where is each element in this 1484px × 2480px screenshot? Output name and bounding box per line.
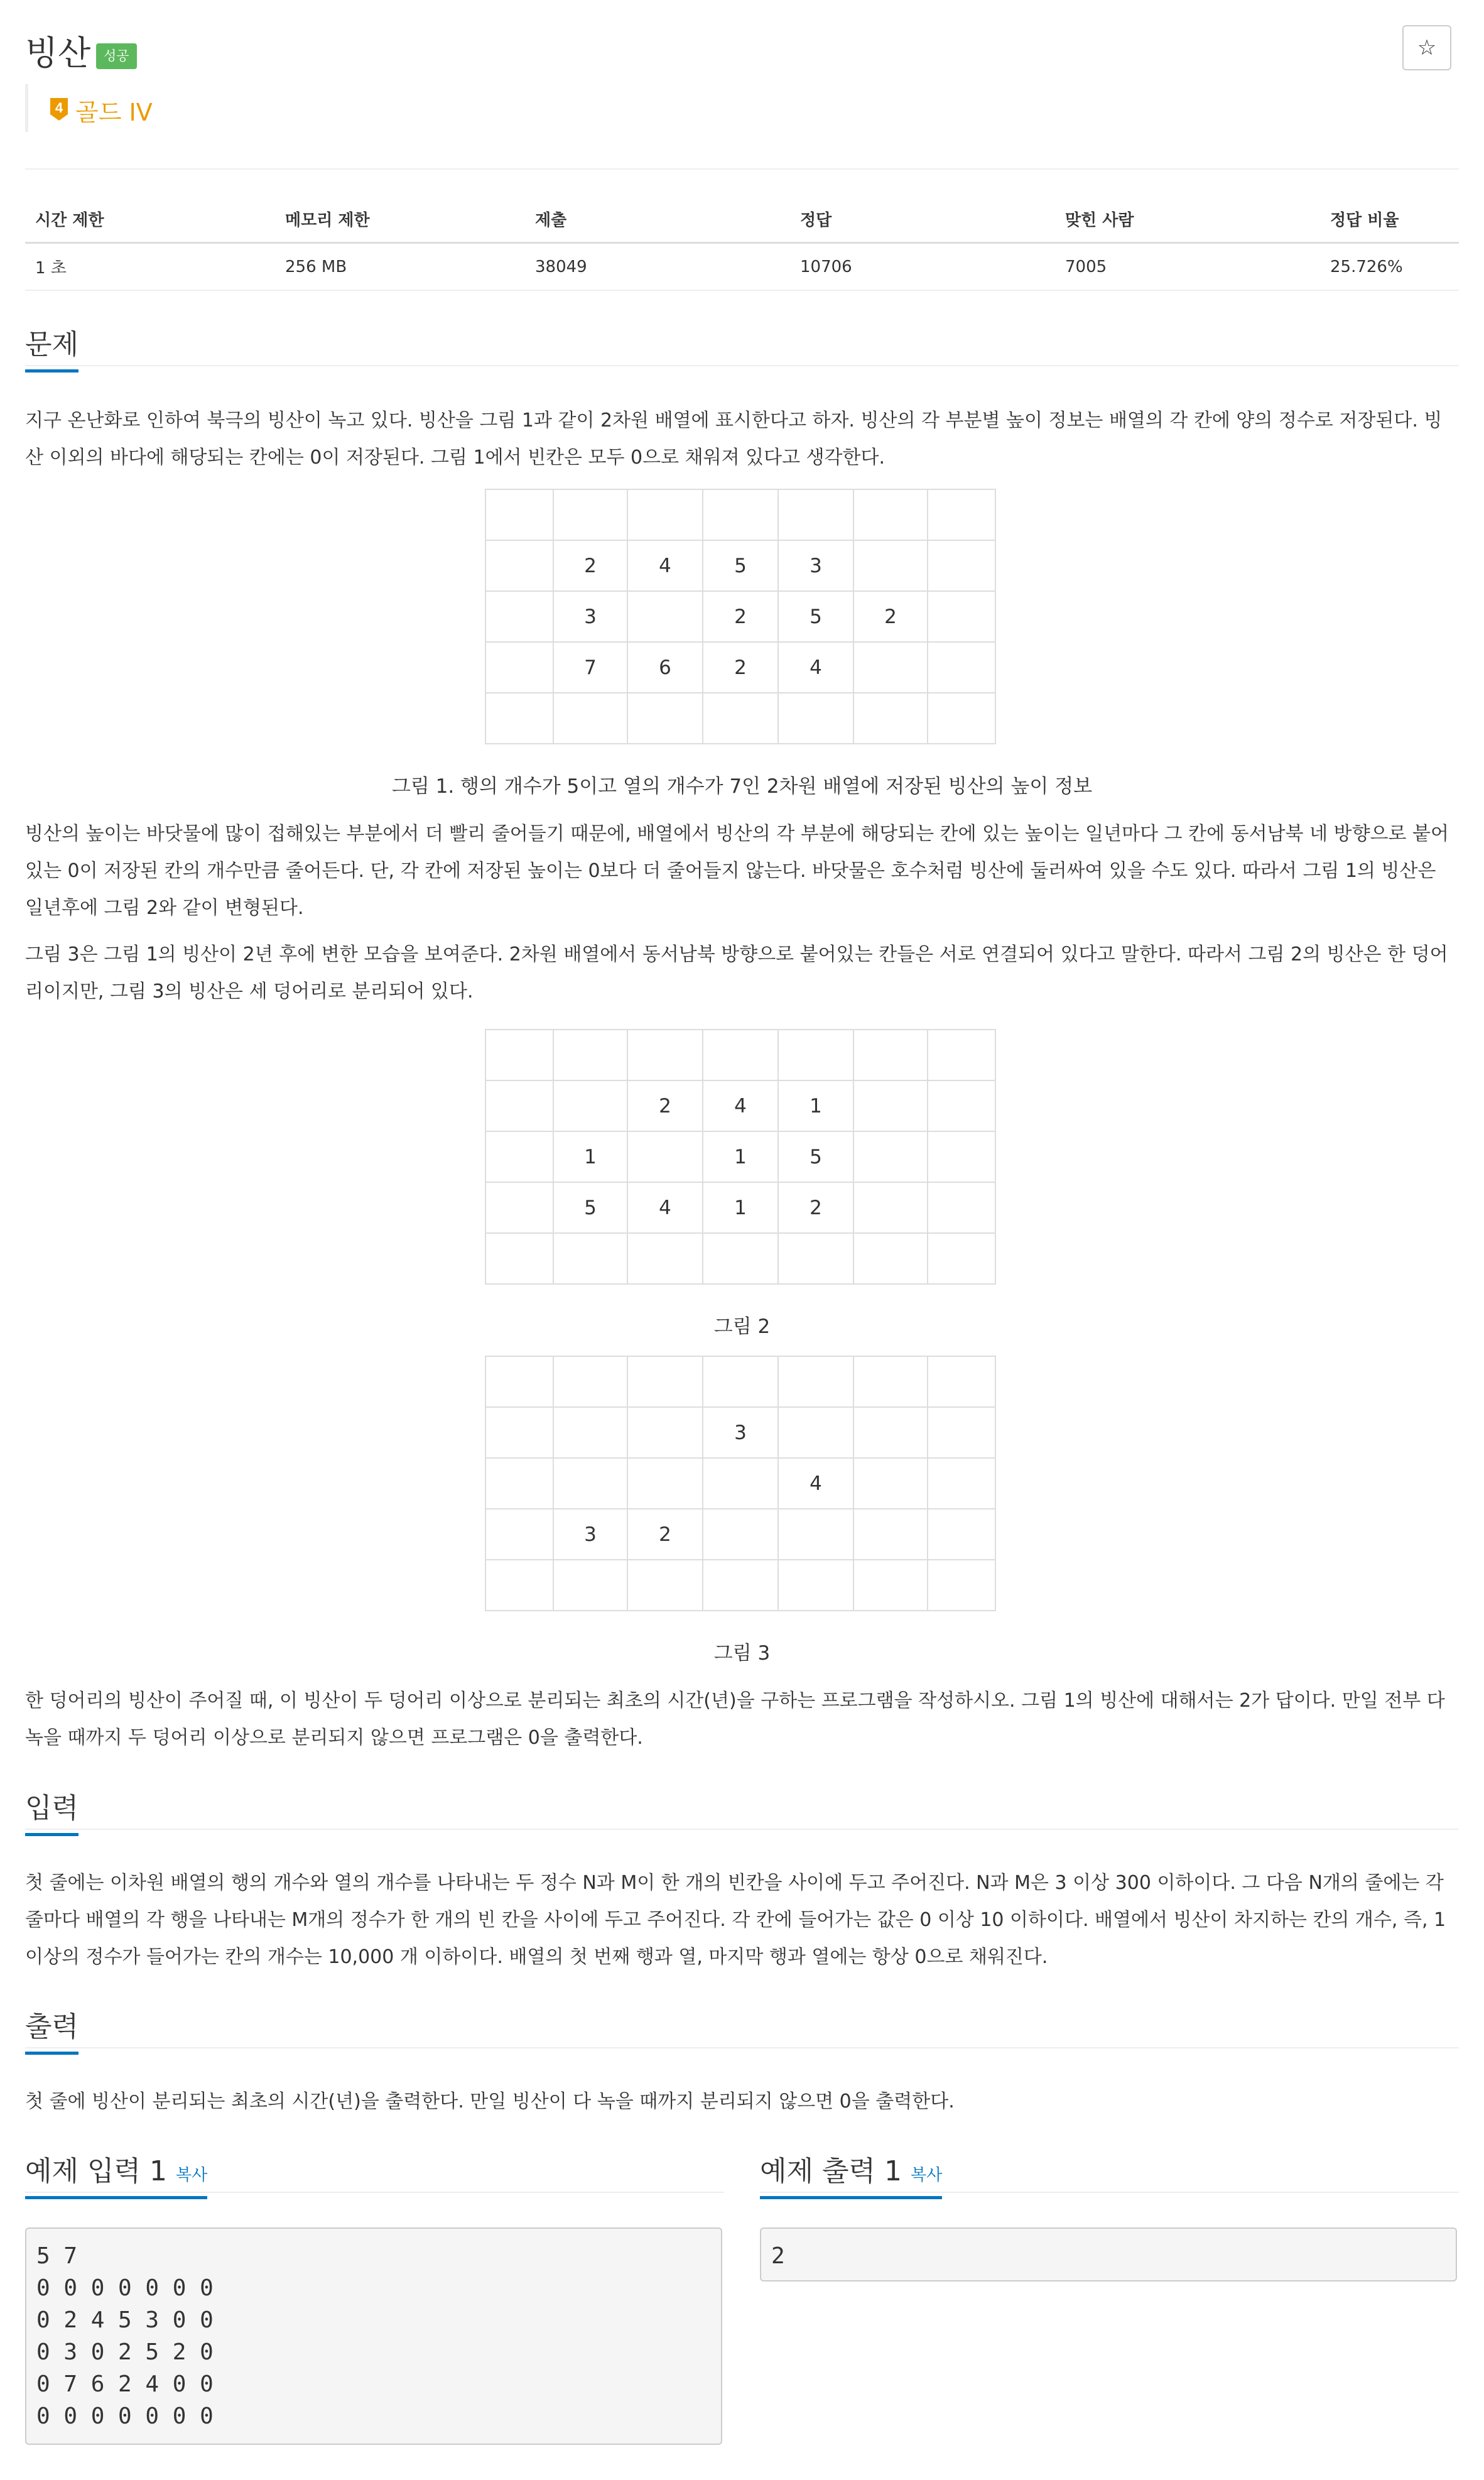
output-description: 첫 줄에 빙산이 분리되는 최초의 시간(년)을 출력한다. 만일 빙산이 다 녹을 때까지 분리되지 않으면 0을 출력한다.	[25, 2091, 955, 2113]
figure-1-caption: 그림 1. 행의 개수가 5이고 열의 개수가 7인 2차원 배열에 저장된 빙산의 높이 정보	[391, 775, 1093, 798]
grid-cell	[485, 1030, 553, 1080]
grid-cell	[627, 1233, 703, 1284]
figure-1-grid	[485, 489, 996, 744]
grid-cell	[703, 489, 778, 540]
grid-cell	[853, 1509, 928, 1560]
grid-cell: 7	[553, 642, 627, 693]
grid-row	[485, 1560, 995, 1611]
grid-cell	[703, 1356, 778, 1407]
col-header-solvers: 맞힌 사람	[1055, 196, 1320, 243]
submissions-value: 38049	[525, 243, 790, 291]
section-output	[25, 2004, 1459, 2048]
grid-cell	[928, 489, 995, 540]
grid-cell: 2	[853, 591, 928, 642]
grid-cell: 3	[553, 591, 627, 642]
grid-cell	[485, 540, 553, 591]
section-title-problem: 문제	[25, 322, 79, 373]
grid-cell	[485, 489, 553, 540]
grid-cell: 2	[553, 540, 627, 591]
grid-cell	[853, 1560, 928, 1611]
sample-output-title: 예제 출력 1	[760, 2155, 902, 2187]
sample-input-box[interactable]: 5 7 0 0 0 0 0 0 0 0 2 4 5 3 0 0 0 3 0 2 5 2 0 0 7 6 2 4 0 0 0 0 0 0 0 0 0	[25, 2227, 722, 2445]
star-icon: ☆	[1417, 35, 1437, 60]
copy-input-button[interactable]: 복사	[175, 2166, 208, 2185]
grid-cell	[553, 489, 627, 540]
grid-row	[485, 540, 995, 591]
grid-cell: 5	[703, 540, 778, 591]
grid-cell	[627, 1356, 703, 1407]
section-title-output: 출력	[25, 2004, 79, 2055]
grid-cell	[485, 1131, 553, 1182]
grid-cell: 2	[778, 1182, 853, 1233]
grid-cell: 1	[703, 1182, 778, 1233]
page-title: 빙산	[25, 33, 91, 73]
accepted-value: 10706	[790, 243, 1055, 291]
grid-row	[485, 693, 995, 744]
grid-cell: 2	[627, 1509, 703, 1560]
divider	[25, 168, 1459, 170]
figure-3-grid	[485, 1356, 996, 1611]
description-paragraph-3: 그림 3은 그림 1의 빙산이 2년 후에 변한 모습을 보여준다. 2차원 배열에서 동서남북 방향으로 붙어있는 칸들은 서로 연결되어 있다고 말한다. 따라서 그림 2의 빙산은 한 덩어리이지만, 그림 3의 빙산은 세 덩어리로 분리되어 있다.	[25, 944, 1448, 1003]
grid-row	[485, 1131, 995, 1182]
grid-cell	[485, 1182, 553, 1233]
grid-cell	[627, 693, 703, 744]
grid-cell	[553, 1080, 627, 1131]
grid-cell: 5	[553, 1182, 627, 1233]
grid-cell	[485, 1233, 553, 1284]
grid-cell	[853, 1407, 928, 1458]
grid-cell	[928, 540, 995, 591]
problem-info-table	[25, 196, 1459, 291]
grid-row	[485, 642, 995, 693]
grid-cell: 3	[778, 540, 853, 591]
grid-cell	[853, 540, 928, 591]
grid-cell	[703, 1509, 778, 1560]
grid-cell	[778, 1509, 853, 1560]
tier-row	[25, 84, 153, 132]
sample-output-box[interactable]: 2	[760, 2227, 1457, 2281]
col-header-memory-limit: 메모리 제한	[275, 196, 525, 243]
grid-cell	[853, 642, 928, 693]
grid-row	[485, 1509, 995, 1560]
grid-cell	[485, 1560, 553, 1611]
grid-cell	[703, 693, 778, 744]
figure-2-grid	[485, 1029, 996, 1285]
grid-cell	[485, 1458, 553, 1509]
grid-cell: 3	[553, 1509, 627, 1560]
section-input	[25, 1785, 1459, 1829]
grid-cell	[778, 1407, 853, 1458]
grid-cell	[928, 642, 995, 693]
grid-cell	[553, 1560, 627, 1611]
grid-cell: 2	[703, 642, 778, 693]
grid-cell	[485, 1356, 553, 1407]
sample-output-header	[760, 2148, 1459, 2192]
grid-cell	[703, 1458, 778, 1509]
grid-cell	[485, 1407, 553, 1458]
col-header-time-limit: 시간 제한	[25, 196, 275, 243]
sample-input-header	[25, 2148, 724, 2192]
grid-cell	[853, 1458, 928, 1509]
grid-cell	[553, 1356, 627, 1407]
grid-cell	[928, 1131, 995, 1182]
grid-cell	[703, 1233, 778, 1284]
grid-row	[485, 1458, 995, 1509]
grid-row	[485, 1233, 995, 1284]
grid-cell	[928, 1509, 995, 1560]
section-problem	[25, 322, 1459, 366]
grid-cell: 5	[778, 591, 853, 642]
description-paragraph-2: 빙산의 높이는 바닷물에 많이 접해있는 부분에서 더 빨리 줄어들기 때문에, 배열에서 빙산의 각 부분에 해당되는 칸에 있는 높이는 일년마다 그 칸에 동서남북 네 방향으로 붙어있는 0이 저장된 칸의 개수만큼 줄어든다. 단, 각 칸에 저장된 높이는 0보다 더 줄어들지 않는다. 바닷물은 호수처럼 빙산에 둘러싸여 있을 수도 있다. 따라서 그림 1의 빙산은 일년후에 그림 2와 같이 변형된다.	[25, 823, 1449, 919]
grid-cell	[627, 1131, 703, 1182]
grid-cell	[928, 1560, 995, 1611]
grid-cell	[703, 1030, 778, 1080]
grid-row	[485, 1080, 995, 1131]
grid-cell: 1	[703, 1131, 778, 1182]
grid-cell	[485, 642, 553, 693]
grid-cell	[778, 1356, 853, 1407]
grid-cell	[778, 1233, 853, 1284]
grid-cell	[928, 1030, 995, 1080]
grid-cell: 3	[703, 1407, 778, 1458]
grid-cell	[627, 1407, 703, 1458]
ratio-value: 25.726%	[1320, 243, 1459, 291]
grid-cell	[928, 1080, 995, 1131]
grid-cell	[928, 1458, 995, 1509]
grid-cell	[553, 1407, 627, 1458]
grid-cell	[928, 1356, 995, 1407]
input-description: 첫 줄에는 이차원 배열의 행의 개수와 열의 개수를 나타내는 두 정수 N과 M이 한 개의 빈칸을 사이에 두고 주어진다. N과 M은 3 이상 300 이하이다. 그 다음 N개의 줄에는 각 줄마다 배열의 각 행을 나타내는 M개의 정수가 한 개의 빈 칸을 사이에 두고 주어진다. 각 칸에 들어가는 값은 0 이상 10 이하이다. 배열에서 빙산이 차지하는 칸의 개수, 즉, 1 이상의 정수가 들어가는 칸의 개수는 10,000 개 이하이다. 배열의 첫 번째 행과 열, 마지막 행과 열에는 항상 0으로 채워진다.	[25, 1872, 1446, 1968]
description-paragraph-1: 지구 온난화로 인하여 북극의 빙산이 녹고 있다. 빙산을 그림 1과 같이 2차원 배열에 표시한다고 하자. 빙산의 각 부분별 높이 정보는 배열의 각 칸에 양의 정수로 저장된다. 빙산 이외의 바다에 해당되는 칸에는 0이 저장된다. 그림 1에서 빈칸은 모두 0으로 채워져 있다고 생각한다.	[25, 410, 1443, 469]
grid-cell	[853, 1182, 928, 1233]
star-button[interactable]	[1402, 25, 1451, 70]
gold-tier-icon	[48, 97, 70, 122]
grid-cell: 4	[703, 1080, 778, 1131]
grid-cell	[778, 693, 853, 744]
grid-cell	[928, 1182, 995, 1233]
grid-cell	[853, 1080, 928, 1131]
grid-cell	[853, 1233, 928, 1284]
grid-cell: 4	[627, 1182, 703, 1233]
figure-3-caption: 그림 3	[713, 1642, 771, 1665]
grid-cell	[627, 489, 703, 540]
grid-cell	[853, 1030, 928, 1080]
grid-cell	[928, 1407, 995, 1458]
col-header-submissions: 제출	[525, 196, 790, 243]
grid-cell	[627, 1560, 703, 1611]
grid-cell	[853, 693, 928, 744]
memory-limit-value: 256 MB	[275, 243, 525, 291]
status-badge: 성공	[96, 43, 137, 69]
grid-cell: 4	[778, 642, 853, 693]
grid-cell: 6	[627, 642, 703, 693]
grid-cell: 5	[778, 1131, 853, 1182]
section-title-input: 입력	[25, 1785, 79, 1836]
grid-cell	[928, 1233, 995, 1284]
grid-cell: 1	[778, 1080, 853, 1131]
grid-cell	[928, 591, 995, 642]
grid-cell: 2	[703, 591, 778, 642]
grid-cell	[553, 1233, 627, 1284]
sample-input-title: 예제 입력 1	[25, 2155, 167, 2187]
solvers-value: 7005	[1055, 243, 1320, 291]
grid-cell	[928, 693, 995, 744]
grid-cell	[778, 489, 853, 540]
grid-cell: 1	[553, 1131, 627, 1182]
grid-cell	[485, 1080, 553, 1131]
grid-cell	[627, 1458, 703, 1509]
grid-row	[485, 1030, 995, 1080]
tier-icon-number: 4	[55, 100, 63, 116]
grid-cell	[485, 1509, 553, 1560]
grid-cell	[627, 591, 703, 642]
grid-cell	[853, 1131, 928, 1182]
grid-row	[485, 489, 995, 540]
grid-cell	[553, 1458, 627, 1509]
figure-2-caption: 그림 2	[713, 1315, 771, 1338]
col-header-ratio: 정답 비율	[1320, 196, 1459, 243]
grid-cell: 2	[627, 1080, 703, 1131]
grid-cell	[853, 489, 928, 540]
copy-output-button[interactable]: 복사	[910, 2166, 943, 2185]
col-header-accepted: 정답	[790, 196, 1055, 243]
description-paragraph-4: 한 덩어리의 빙산이 주어질 때, 이 빙산이 두 덩어리 이상으로 분리되는 최초의 시간(년)을 구하는 프로그램을 작성하시오. 그림 1의 빙산에 대해서는 2가 답이다. 만일 전부 다 녹을 때까지 두 덩어리 이상으로 분리되지 않으면 프로그램은 0을 출력한다.	[25, 1690, 1445, 1749]
time-limit-value: 1 초	[25, 243, 275, 291]
grid-row	[485, 1407, 995, 1458]
grid-cell	[778, 1560, 853, 1611]
tier-label[interactable]: 골드 IV	[75, 99, 153, 126]
grid-cell	[703, 1560, 778, 1611]
grid-cell	[553, 693, 627, 744]
grid-cell	[853, 1356, 928, 1407]
grid-row	[485, 591, 995, 642]
grid-cell	[553, 1030, 627, 1080]
grid-cell	[778, 1030, 853, 1080]
grid-cell: 4	[627, 540, 703, 591]
grid-cell: 4	[778, 1458, 853, 1509]
grid-row	[485, 1182, 995, 1233]
table-row	[25, 243, 1459, 291]
grid-cell	[627, 1030, 703, 1080]
grid-cell	[485, 591, 553, 642]
grid-cell	[485, 693, 553, 744]
table-header-row	[25, 196, 1459, 243]
grid-row	[485, 1356, 995, 1407]
